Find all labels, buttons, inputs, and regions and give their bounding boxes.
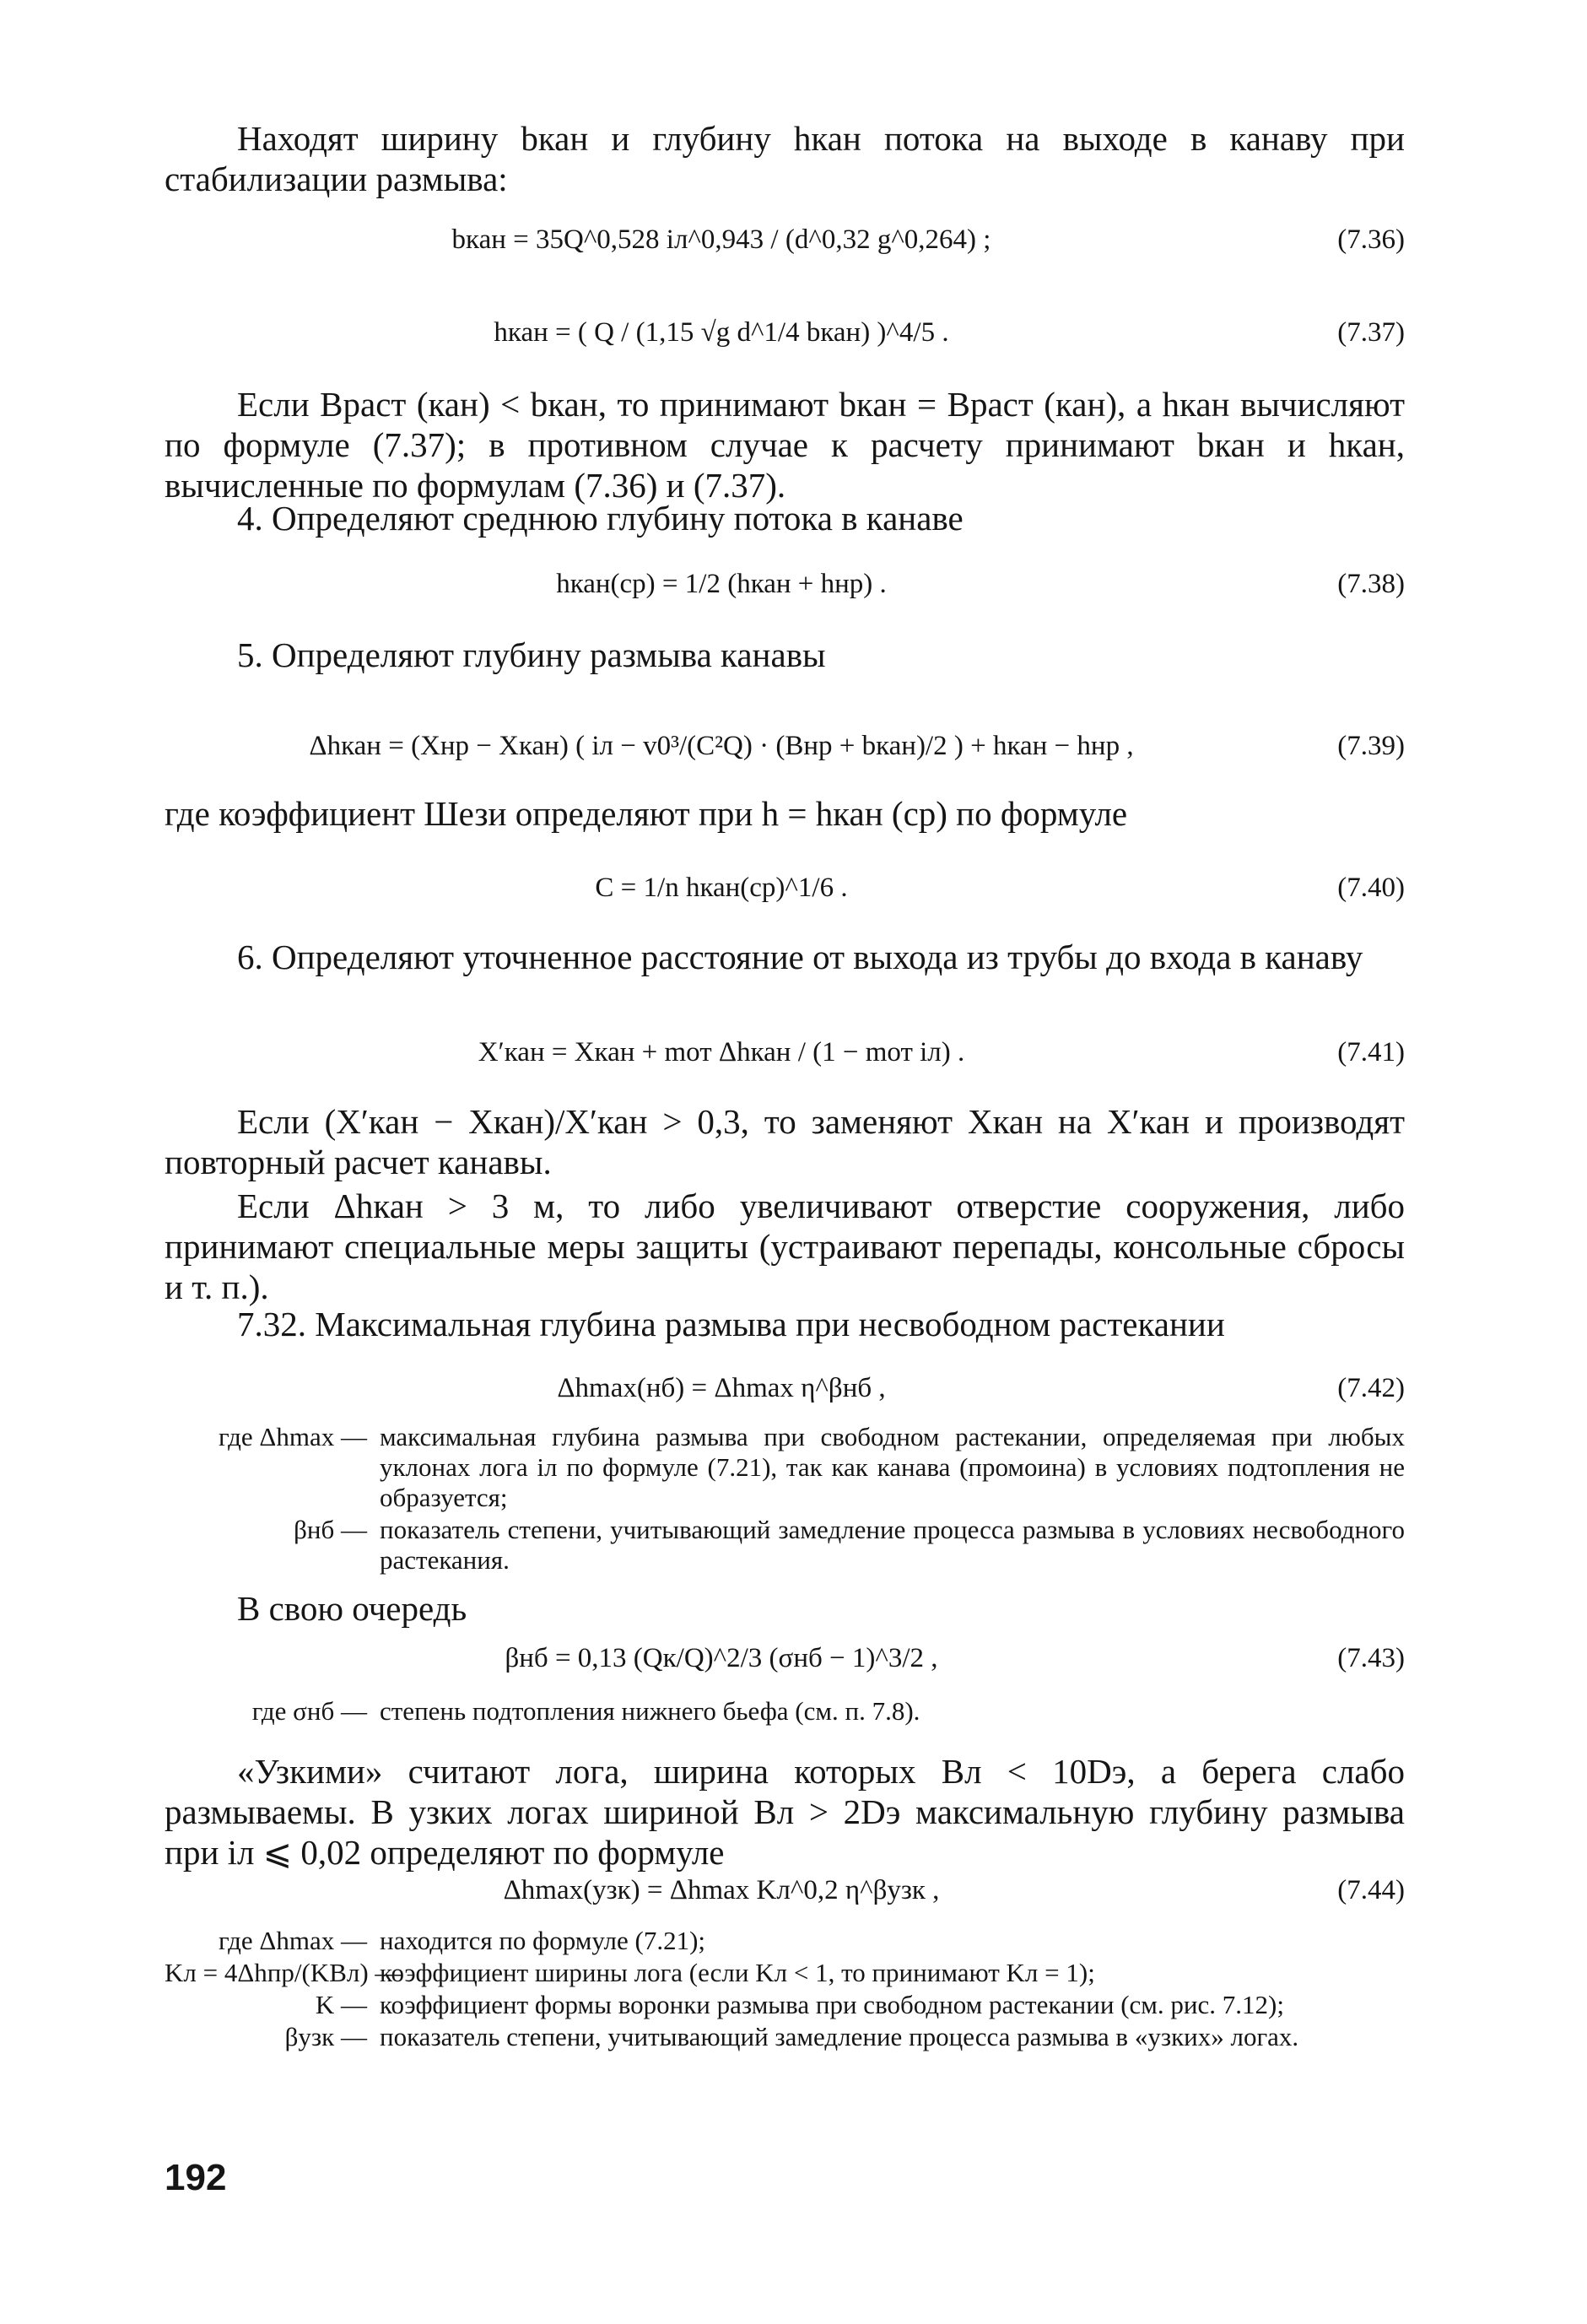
equation-7-38 (165, 565, 1405, 616)
paragraph-step-5: 5. Определяют глубину размыва канавы (237, 635, 826, 674)
equation-number: (7.41) (1337, 1037, 1405, 1067)
paragraph-protection: Если Δhкан > 3 м, то либо увеличивают отверстие сооружения, либо принимают специальные меры защиты (устраивают перепады, консольные сбросы и т. п.). (165, 1186, 1405, 1306)
definitions-7-43 (165, 1696, 1405, 1728)
definition-text: находится по формуле (7.21); (380, 1926, 706, 1955)
paragraph-step-4: 4. Определяют среднюю глубину потока в канаве (237, 499, 964, 538)
equation-expression: bкан = 35Q^0,528 iл^0,943 / (d^0,32 g^0,264) ; (451, 224, 991, 255)
equation-number: (7.42) (1337, 1373, 1405, 1403)
definition-item (165, 1990, 1405, 2020)
definition-item (165, 1926, 1405, 1956)
definition-term: где Δhmax — (218, 1926, 367, 1955)
paragraph-section-7-32: 7.32. Максимальная глубина размыва при несвободном растекании (237, 1305, 1225, 1343)
equation-number: (7.44) (1337, 1875, 1405, 1905)
paragraph-condition: Если Bраст (кан) < bкан, то принимают bкан = Bраст (кан), а hкан вычисляют по формуле (7.37); в противном случае к расчету принимают bкан и hкан, вычисленные по формулам (7.36) и (7.37). (165, 385, 1405, 505)
page-number: 192 (165, 2157, 227, 2198)
paragraph-step-6: 6. Определяют уточненное расстояние от выхода из трубы до входа в канаву (237, 938, 1363, 976)
equation-7-40 (165, 869, 1405, 920)
equation-number: (7.43) (1337, 1643, 1405, 1673)
equation-7-37 (165, 314, 1405, 365)
definition-term: K — (315, 1990, 367, 2019)
definition-text: коэффициент ширины лога (если Kл < 1, то принимают Kл = 1); (380, 1958, 1095, 1987)
equation-7-36 (165, 221, 1405, 272)
equation-number: (7.37) (1337, 317, 1405, 348)
equation-7-43 (165, 1640, 1405, 1690)
definition-text: максимальная глубина размыва при свободном растекании, определяемая при любых уклонах лога iл по формуле (7.21), так как канава (промоина) в условиях подтопления не образуется; (380, 1422, 1405, 1512)
definition-text: степень подтопления нижнего бьефа (см. п. 7.8). (380, 1696, 920, 1726)
equation-expression: βнб = 0,13 (Qк/Q)^2/3 (σнб − 1)^3/2 , (505, 1643, 938, 1673)
definition-item (165, 1958, 1405, 1988)
equation-expression: Δhкан = (Xнр − Xкан) ( iл − v0³/(C²Q) · (Bнр + bкан)/2 ) + hкан − hнр , (309, 731, 1134, 761)
definitions-7-42 (165, 1422, 1405, 1577)
paragraph-narrow-logs: «Узкими» считают лога, ширина которых Bл < 10Dэ, а берега слабо размываемы. В узких логах шириной Bл > 2Dэ максимальную глубину размыва при iл ⩽ 0,02 определяют по формуле (165, 1752, 1405, 1872)
equation-number: (7.39) (1337, 731, 1405, 761)
definition-text: показатель степени, учитывающий замедление процесса размыва в условиях несвободного растекания. (380, 1515, 1405, 1575)
paragraph-chezy: где коэффициент Шези определяют при h = hкан (ср) по формуле (165, 794, 1128, 833)
definition-term: βузк — (284, 2022, 367, 2051)
equation-7-44 (165, 1872, 1405, 1922)
definition-item (165, 1696, 1405, 1727)
equation-number: (7.40) (1337, 873, 1405, 903)
equation-7-41 (165, 1034, 1405, 1084)
equation-expression: Δhmax(узк) = Δhmax Kл^0,2 η^βузк , (503, 1875, 940, 1905)
equation-7-42 (165, 1370, 1405, 1420)
equation-number: (7.38) (1337, 569, 1405, 599)
equation-expression: C = 1/n hкан(ср)^1/6 . (595, 873, 848, 903)
equation-7-39 (165, 727, 1405, 778)
definitions-7-44 (165, 1926, 1405, 2054)
definition-item (165, 2022, 1405, 2052)
paragraph-recalc: Если (X′кан − Xкан)/X′кан > 0,3, то заменяют Xкан на X′кан и производят повторный расчет канавы. (165, 1102, 1405, 1181)
equation-number: (7.36) (1337, 224, 1405, 255)
definition-term: βнб — (294, 1515, 367, 1544)
definition-term: где σнб — (251, 1696, 367, 1726)
definition-item (165, 1422, 1405, 1513)
definition-term: Kл = 4Δhпр/(KBл) — (165, 1958, 402, 1987)
paragraph-in-turn: В свою очередь (237, 1589, 467, 1628)
equation-expression: hкан = ( Q / (1,15 √g d^1/4 bкан) )^4/5 . (494, 317, 949, 348)
definition-term: где Δhmax — (218, 1422, 367, 1451)
definition-text: показатель степени, учитывающий замедление процесса размыва в «узких» логах. (380, 2022, 1299, 2051)
equation-expression: hкан(ср) = 1/2 (hкан + hнр) . (556, 569, 887, 599)
definition-text: коэффициент формы воронки размыва при свободном растекании (см. рис. 7.12); (380, 1990, 1284, 2019)
equation-expression: Δhmax(нб) = Δhmax η^βнб , (557, 1373, 886, 1403)
equation-expression: X′кан = Xкан + mот Δhкан / (1 − mот iл) . (478, 1037, 965, 1067)
paragraph-intro: Находят ширину bкан и глубину hкан потока на выходе в канаву при стабилизации размыва: (165, 119, 1405, 198)
definition-item (165, 1515, 1405, 1575)
